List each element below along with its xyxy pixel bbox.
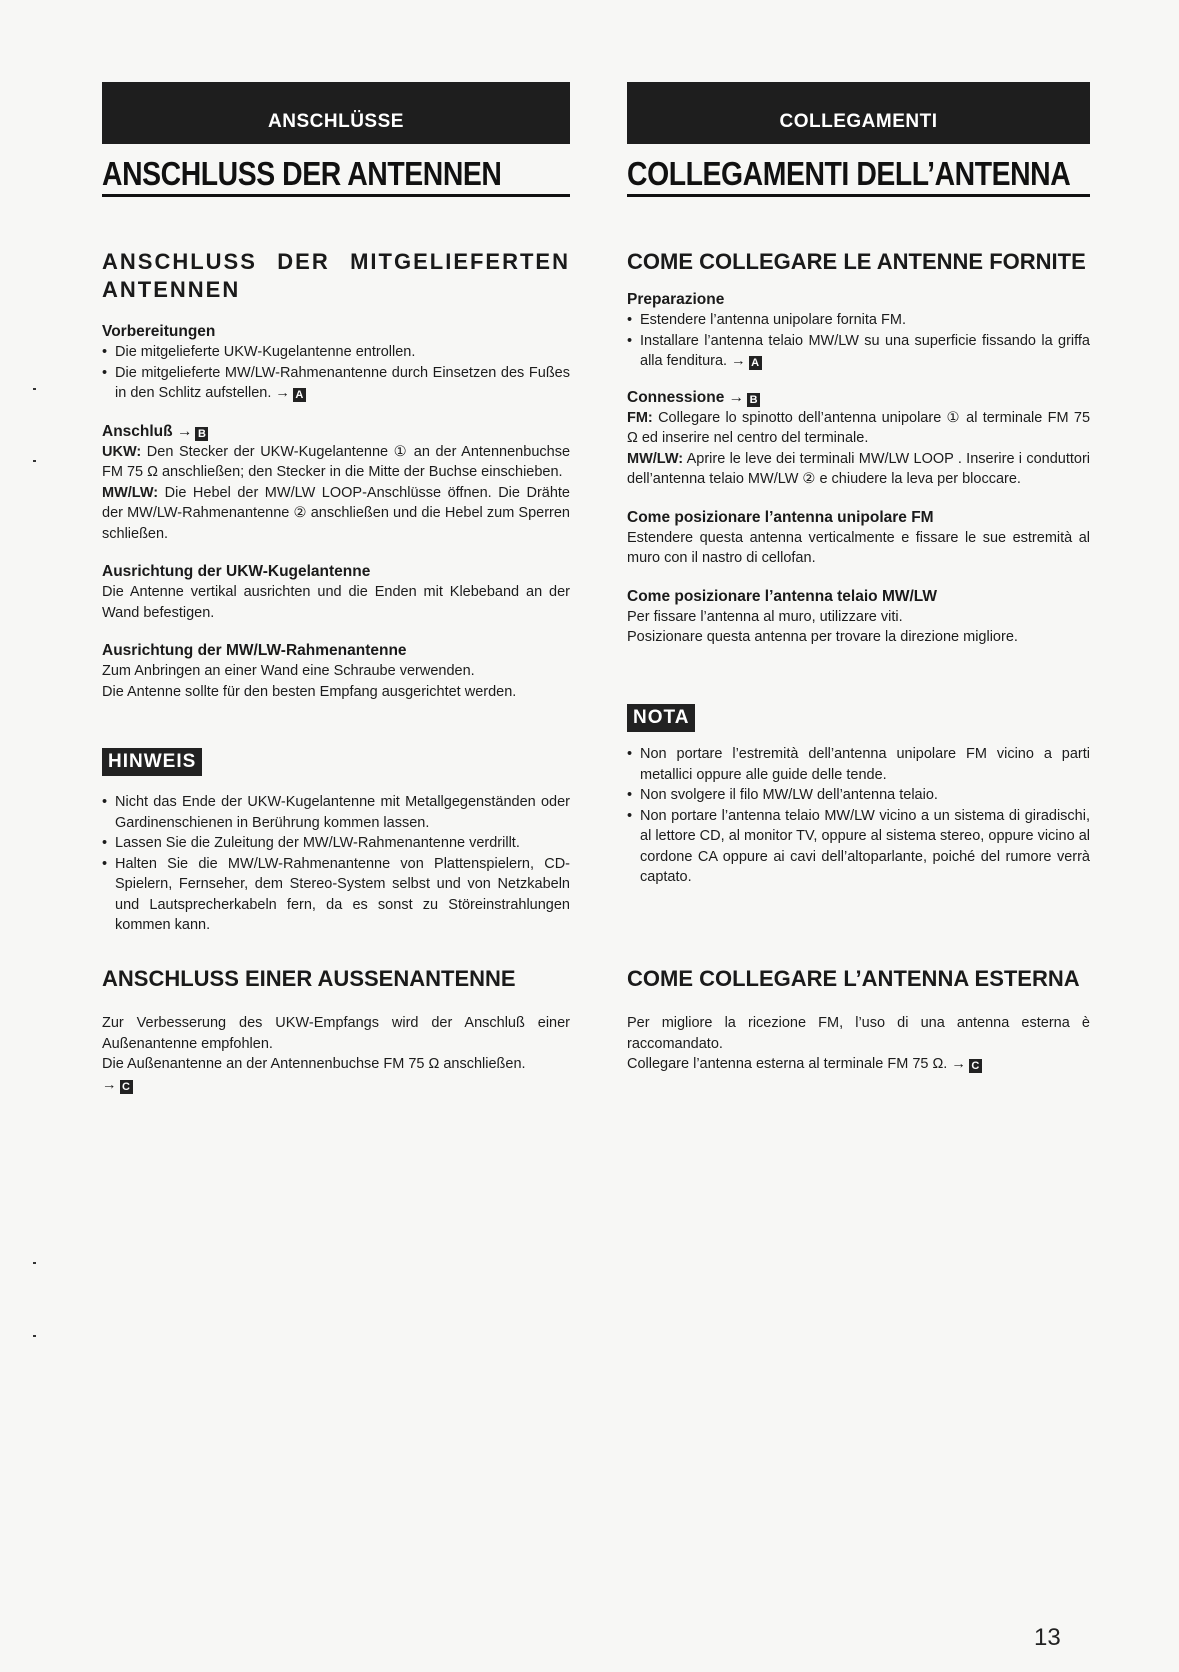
arrow-icon: →: [176, 422, 193, 440]
mw-position-heading: Come posizionare l’antenna telaio MW/LW: [627, 587, 938, 605]
page-title: ANSCHLUSS DER ANTENNEN: [102, 155, 502, 192]
figure-ref-c: C: [120, 1080, 133, 1094]
mwlw-connection-text: MW/LW: Aprire le leve dei terminali MW/LW LOOP . Inserire i conduttori dell’antenna telaio MW/LW ② e chiudere la leva per bloccare.: [627, 450, 1090, 487]
section-banner: [102, 82, 570, 144]
page-title: COLLEGAMENTI DELL’ANTENNA: [627, 155, 1071, 192]
german-column: [102, 0, 570, 1672]
ukw-connection-text: UKW: Den Stecker der UKW-Kugelantenne ① an der Antennenbuchse FM 75 Ω anschließen; den Stecker in die Mitte der Buchse einschieben.: [102, 443, 571, 480]
external-text-1: Per migliore la ricezione FM, l’uso di una antenna esterna è raccomandato.: [627, 1015, 1090, 1052]
preparation-heading: Preparazione: [627, 291, 725, 308]
scan-speck: [33, 1262, 36, 1264]
note-badge: HINWEIS: [102, 748, 202, 776]
connection-heading: Anschluß → B: [102, 422, 570, 442]
note-section: [627, 704, 1090, 888]
title-rule: [627, 194, 1090, 197]
external-text-1: Zur Verbesserung des UKW-Empfangs wird der Anschluß einer Außenantenne empfohlen.: [102, 1015, 570, 1052]
scan-speck: [33, 460, 36, 462]
section-heading: ANSCHLUSS DER MITGELIEFERTEN ANTENNEN: [102, 249, 570, 302]
section-heading: COME COLLEGARE LE ANTENNE FORNITE: [627, 249, 1086, 274]
fm-connection-text: FM: Collegare lo spinotto dell’antenna unipolare ① al terminale FM 75 Ω ed inserire nel centro del terminale.: [627, 409, 1091, 446]
figure-ref-c: C: [969, 1059, 982, 1073]
list-item: • Estendere l’antenna unipolare fornita FM.: [627, 310, 1090, 331]
list-item: • Non portare l’estremità dell’antenna unipolare FM vicino a parti metallici oppure alle guide delle tende.: [627, 744, 1090, 785]
list-item: • Non svolgere il filo MW/LW dell’antenna telaio.: [627, 785, 1090, 806]
arrow-icon: →: [275, 385, 290, 401]
section-banner: [627, 82, 1090, 144]
external-text-2: Die Außenantenne an der Antennenbuchse FM 75 Ω anschließen.: [102, 1056, 526, 1072]
title-rule: [102, 194, 570, 197]
list-item: • Die mitgelieferte UKW-Kugelantenne entrollen.: [102, 342, 570, 363]
list-item: • Installare l’antenna telaio MW/LW su una superficie fissando la griffa alla fenditura. → A: [627, 331, 1090, 372]
external-text-2: Collegare l’antenna esterna al terminale FM 75 Ω. → C: [627, 1054, 1090, 1075]
arrow-icon: →: [731, 353, 746, 369]
external-antenna-section: [627, 965, 1090, 1075]
mw-orientation-text-2: Die Antenne sollte für den besten Empfang ausgerichtet werden.: [102, 683, 517, 700]
note-list: [102, 792, 570, 936]
external-ref: [102, 1075, 570, 1096]
section-heading: ANSCHLUSS EINER AUSSENANTENNE: [102, 966, 516, 991]
note-badge: NOTA: [627, 704, 695, 732]
preparations-list: [102, 342, 570, 404]
ukw-orientation-text: Die Antenne vertikal ausrichten und die Enden mit Klebeband an der Wand befestigen.: [102, 584, 570, 621]
section-heading: COME COLLEGARE L’ANTENNA ESTERNA: [627, 966, 1080, 991]
ukw-orientation-heading: Ausrichtung der UKW-Kugelantenne: [102, 563, 371, 580]
supplied-antennas-section: [102, 248, 570, 702]
italian-column: [627, 0, 1090, 1672]
page-number: 13: [1034, 1624, 1061, 1651]
list-item: • Die mitgelieferte MW/LW-Rahmenantenne durch Einsetzen des Fußes in den Schlitz aufstellen. → A: [102, 363, 570, 404]
mw-position-text-2: Posizionare questa antenna per trovare la direzione migliore.: [627, 629, 1018, 645]
banner-label: ANSCHLÜSSE: [268, 111, 404, 132]
preparation-list: [627, 310, 1090, 372]
arrow-icon: →: [951, 1056, 966, 1072]
note-list: [627, 744, 1090, 888]
mwlw-connection-text: MW/LW: Die Hebel der MW/LW LOOP-Anschlüsse öffnen. Die Drähte der MW/LW-Rahmenantenne ② anschließen und die Hebel zum Sperren schließen.: [102, 484, 570, 542]
figure-ref-b: B: [195, 427, 208, 441]
figure-ref-a: A: [293, 388, 306, 402]
list-item: • Lassen Sie die Zuleitung der MW/LW-Rahmenantenne verdrillt.: [102, 833, 570, 854]
external-antenna-section: [102, 965, 570, 1095]
figure-ref-a: A: [749, 356, 762, 370]
scan-speck: [33, 388, 36, 390]
mw-position-text-1: Per fissare l’antenna al muro, utilizzare viti.: [627, 608, 903, 625]
fm-position-text: Estendere questa antenna verticalmente e fissare le sue estremità al muro con il nastro di cellofan.: [627, 529, 1090, 566]
connection-heading: Connessione → B: [627, 388, 1090, 408]
mw-orientation-text-1: Zum Anbringen an einer Wand eine Schraube verwenden.: [102, 663, 475, 679]
banner-label: COLLEGAMENTI: [779, 111, 938, 132]
list-item: • Nicht das Ende der UKW-Kugelantenne mit Metallgegenständen oder Gardinenschienen in Berührung kommen lassen.: [102, 792, 570, 833]
note-section: [102, 748, 570, 936]
list-item: • Halten Sie die MW/LW-Rahmenantenne von Plattenspielern, CD-Spielern, Fernseher, dem Stereo-System selbst und von Netzkabeln und Lautsprecherkabeln fern, da es sonst zu Störeinstrahlungen kommen kann.: [102, 854, 570, 936]
preparations-heading: Vorbereitungen: [102, 323, 216, 340]
supplied-antennas-section: [627, 248, 1090, 648]
fm-position-heading: Come posizionare l’antenna unipolare FM: [627, 508, 934, 526]
arrow-icon: →: [728, 388, 745, 406]
figure-ref-b: B: [747, 393, 760, 407]
mw-orientation-heading: Ausrichtung der MW/LW-Rahmenantenne: [102, 642, 407, 659]
scan-speck: [33, 1335, 36, 1337]
arrow-icon: →: [102, 1076, 117, 1093]
list-item: • Non portare l’antenna telaio MW/LW vicino a un sistema di giradischi, al lettore CD, al monitor TV, oppure al sistema stereo, oppure vicino al cordone CA oppure ai cavi dell’altoparlante, poiché del rumore verrà captato.: [627, 806, 1090, 888]
